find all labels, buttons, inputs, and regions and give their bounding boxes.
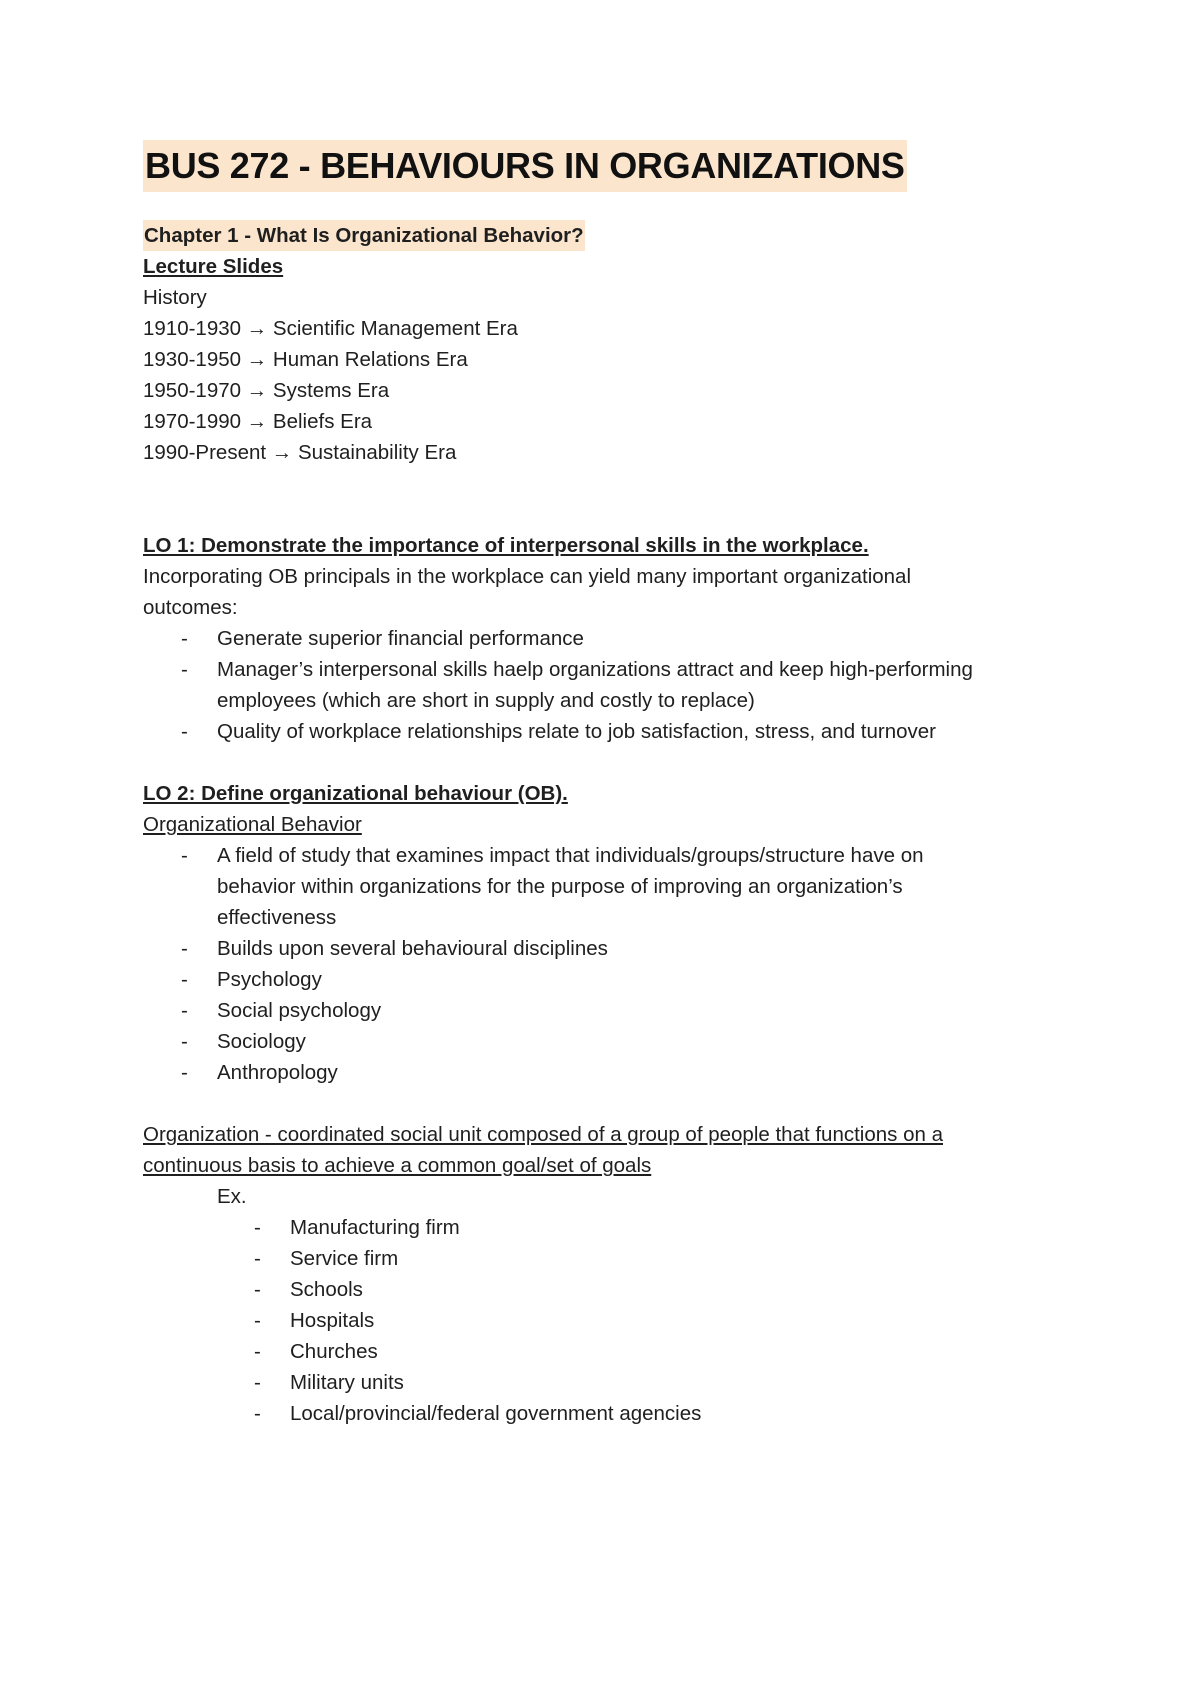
lo2-subheading: Organizational Behavior bbox=[143, 813, 362, 836]
title-row bbox=[143, 140, 1063, 192]
list-item: - Quality of workplace relationships relate to job satisfaction, stress, and turnover bbox=[143, 716, 1063, 747]
organization-definition: continuous basis to achieve a common goal/set of goals bbox=[143, 1154, 652, 1177]
dash-bullet: - bbox=[181, 1030, 188, 1053]
history-heading: History bbox=[143, 286, 207, 309]
lecture-slides-heading: Lecture Slides bbox=[143, 255, 284, 278]
dash-bullet: - bbox=[254, 1278, 261, 1301]
dash-bullet: - bbox=[181, 937, 188, 960]
lo2-heading: LO 2: Define organizational behaviour (OB). bbox=[143, 782, 568, 805]
list-item: - A field of study that examines impact that individuals/groups/structure have on behavior within organizations for the purpose of improving an organization’s effectiveness bbox=[143, 840, 1063, 933]
dash-bullet: - bbox=[181, 1061, 188, 1084]
list-item: - Generate superior financial performance bbox=[143, 623, 1063, 654]
list-item: - Anthropology bbox=[143, 1057, 1063, 1088]
document-page bbox=[143, 140, 1063, 1429]
list-item: - Hospitals bbox=[143, 1305, 1063, 1336]
dash-bullet: - bbox=[254, 1340, 261, 1363]
list-item: - Service firm bbox=[143, 1243, 1063, 1274]
list-item: - Manager’s interpersonal skills haelp organizations attract and keep high-performing employees (which are short in supply and costly to replace) bbox=[143, 654, 1063, 716]
chapter-heading: Chapter 1 - What Is Organizational Behavior? bbox=[143, 220, 585, 251]
list-item: - Sociology bbox=[143, 1026, 1063, 1057]
dash-bullet: - bbox=[181, 999, 188, 1022]
dash-bullet: - bbox=[181, 720, 188, 743]
history-era: 1990-Present → Sustainability Era bbox=[143, 441, 457, 464]
lo1-intro-line: Incorporating OB principals in the workplace can yield many important organizational bbox=[143, 565, 912, 588]
dash-bullet: - bbox=[254, 1309, 261, 1332]
history-era: 1950-1970 → Systems Era bbox=[143, 379, 390, 402]
chapter-row bbox=[143, 220, 1063, 251]
dash-bullet: - bbox=[254, 1371, 261, 1394]
dash-bullet: - bbox=[181, 844, 188, 867]
list-item: - Military units bbox=[143, 1367, 1063, 1398]
lo1-heading: LO 1: Demonstrate the importance of interpersonal skills in the workplace. bbox=[143, 534, 869, 557]
dash-bullet: - bbox=[181, 627, 188, 650]
list-item: - Builds upon several behavioural disciplines bbox=[143, 933, 1063, 964]
history-era: 1910-1930 → Scientific Management Era bbox=[143, 317, 518, 340]
list-item: - Churches bbox=[143, 1336, 1063, 1367]
dash-bullet: - bbox=[181, 658, 188, 681]
dash-bullet: - bbox=[254, 1247, 261, 1270]
history-era: 1930-1950 → Human Relations Era bbox=[143, 348, 468, 371]
dash-bullet: - bbox=[181, 968, 188, 991]
organization-definition: Organization - coordinated social unit composed of a group of people that functions on a bbox=[143, 1123, 944, 1146]
dash-bullet: - bbox=[254, 1216, 261, 1239]
lo1-intro-line: outcomes: bbox=[143, 596, 238, 619]
dash-bullet: - bbox=[254, 1402, 261, 1425]
list-item: - Manufacturing firm bbox=[143, 1212, 1063, 1243]
document-title: BUS 272 - BEHAVIOURS IN ORGANIZATIONS bbox=[143, 140, 907, 192]
history-era: 1970-1990 → Beliefs Era bbox=[143, 410, 373, 433]
list-item: - Schools bbox=[143, 1274, 1063, 1305]
list-item: - Psychology bbox=[143, 964, 1063, 995]
list-item: - Social psychology bbox=[143, 995, 1063, 1026]
list-item: - Local/provincial/federal government agencies bbox=[143, 1398, 1063, 1429]
example-label: Ex. bbox=[217, 1185, 247, 1208]
